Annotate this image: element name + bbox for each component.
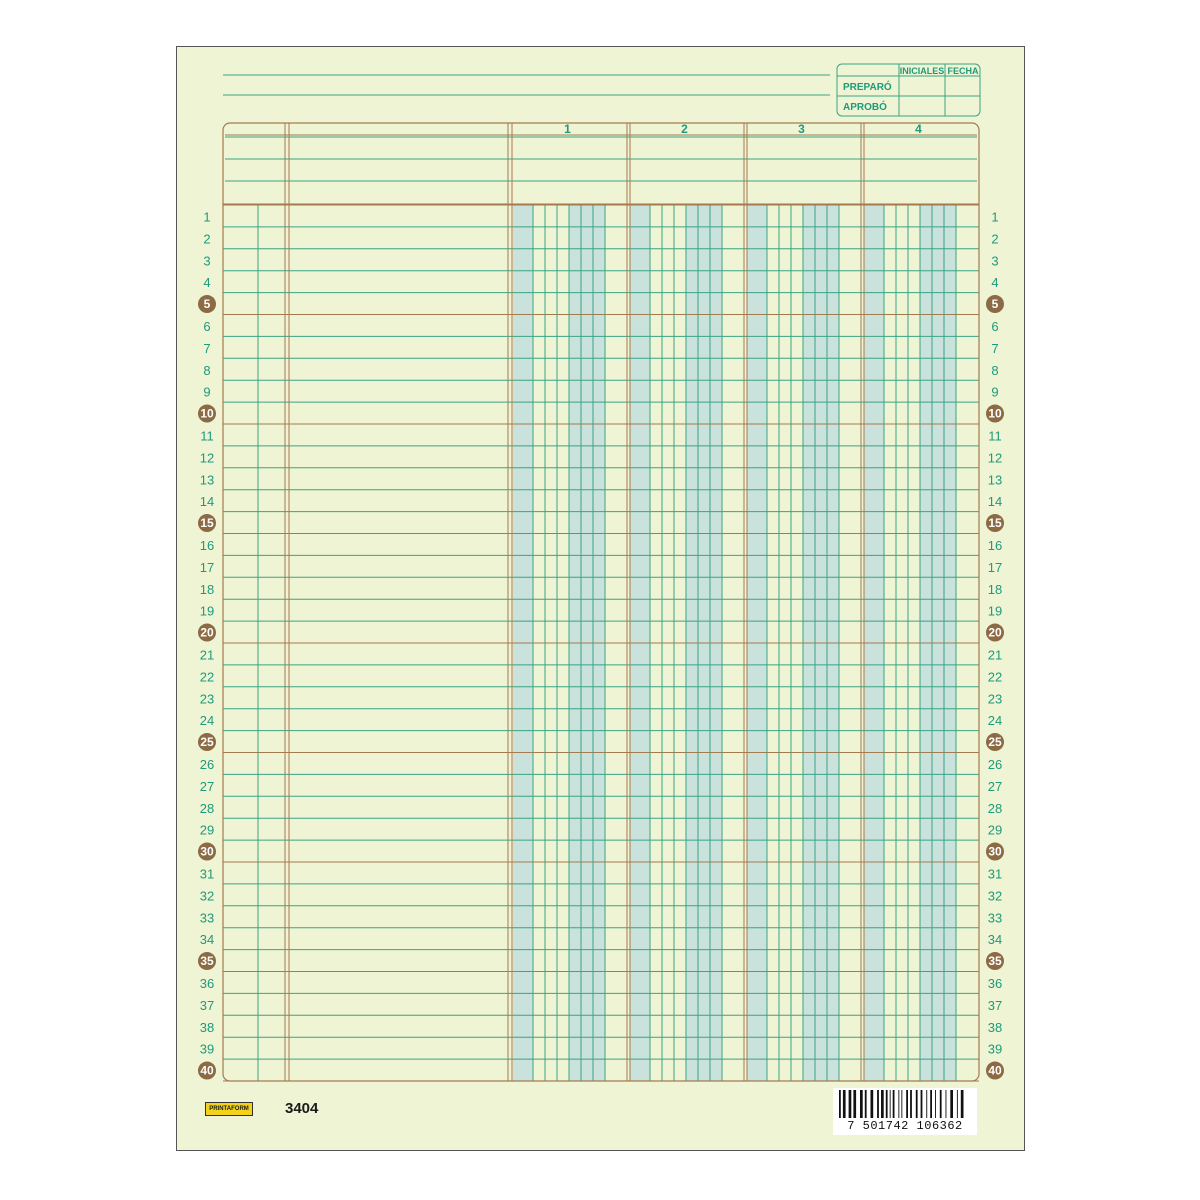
date-label: FECHA [947,66,979,76]
row-number: 33 [987,910,1003,926]
row-number: 2 [991,231,999,247]
row-number: 7 [991,340,999,356]
row-number: 18 [199,581,215,597]
barcode-bar [849,1090,852,1118]
barcode-bar [893,1090,895,1118]
row-number: 9 [991,384,999,400]
barcode-bar [898,1090,899,1118]
row-number: 40 [200,1063,214,1078]
column-number: 3 [798,122,805,136]
row-number: 28 [199,800,215,816]
row-number: 22 [199,669,215,685]
row-number: 30 [200,844,214,859]
row-number: 26 [987,756,1003,772]
barcode-bar [961,1090,964,1118]
row-number: 16 [987,537,1003,553]
form-code: 3404 [285,1100,319,1117]
row-number: 22 [987,669,1003,685]
row-number: 32 [199,888,215,904]
row-number: 34 [199,932,215,948]
row-number: 36 [987,975,1003,991]
row-number: 12 [199,450,215,466]
ledger-sheet [176,46,1025,1151]
barcode-bar [926,1090,927,1118]
row-number: 16 [199,537,215,553]
barcode-bar [935,1090,936,1118]
row-number: 3 [203,253,211,269]
row-number: 6 [203,318,211,334]
row-number: 23 [199,691,215,707]
row-number: 37 [987,997,1003,1013]
row-number: 14 [987,494,1003,510]
barcode-bar [877,1090,879,1118]
row-number: 19 [987,603,1003,619]
barcode-bar [853,1090,856,1118]
prepared-label: PREPARÓ [843,82,892,93]
approved-label: APROBÓ [843,102,887,113]
row-number: 23 [987,691,1003,707]
barcode-bar [901,1090,902,1118]
row-number: 24 [199,713,215,729]
row-number: 31 [987,866,1003,882]
row-number: 17 [199,559,215,575]
barcode-bar [871,1090,874,1118]
row-number: 1 [203,209,211,225]
row-number: 27 [987,778,1003,794]
column-number: 4 [915,122,922,136]
column-number: 1 [564,122,571,136]
barcode-bar [860,1090,863,1118]
row-number: 21 [987,647,1003,663]
row-number: 6 [991,318,999,334]
row-number: 20 [988,625,1002,640]
barcode [833,1088,977,1135]
row-number: 29 [199,822,215,838]
row-number: 29 [987,822,1003,838]
row-number: 38 [987,1019,1003,1035]
row-number: 25 [988,735,1002,750]
row-number: 13 [987,472,1003,488]
row-number: 3 [991,253,999,269]
barcode-bar [950,1090,953,1118]
barcode-bars [833,1088,977,1119]
barcode-digits: 7 501742 106362 [847,1119,963,1133]
barcode-bar [843,1090,846,1118]
ledger-grid [177,47,1025,1151]
row-number: 10 [988,406,1002,421]
row-number: 4 [991,275,999,291]
row-number: 32 [987,888,1003,904]
barcode-bar [910,1090,912,1118]
row-number: 21 [199,647,215,663]
row-number: 12 [987,450,1003,466]
barcode-bar [930,1090,932,1118]
barcode-bar [865,1090,867,1118]
row-number: 24 [987,713,1003,729]
row-number: 5 [991,297,999,312]
row-number: 9 [203,384,211,400]
row-number: 38 [199,1019,215,1035]
row-number: 28 [987,800,1003,816]
row-number: 34 [987,932,1003,948]
row-number: 8 [991,362,999,378]
row-number: 20 [200,625,214,640]
row-number: 13 [199,472,215,488]
row-number: 8 [203,362,211,378]
row-number: 19 [199,603,215,619]
initials-label: INICIALES [899,66,945,76]
row-number: 35 [988,954,1002,969]
row-number: 39 [987,1041,1003,1057]
row-number: 15 [200,516,214,531]
row-number: 15 [988,516,1002,531]
row-number: 14 [199,494,215,510]
row-number: 10 [200,406,214,421]
barcode-bar [921,1090,923,1118]
row-number: 26 [199,756,215,772]
barcode-bar [957,1090,958,1118]
row-number: 33 [199,910,215,926]
row-number: 4 [203,275,211,291]
row-number: 11 [200,428,214,444]
row-number: 40 [988,1063,1002,1078]
row-number: 2 [203,231,211,247]
barcode-bar [890,1090,891,1118]
row-number: 11 [988,428,1002,444]
barcode-bar [940,1090,942,1118]
row-number: 31 [199,866,215,882]
row-number: 35 [200,954,214,969]
brand-logo: PRINTAFORM [205,1102,253,1116]
row-number: 30 [988,844,1002,859]
row-number: 17 [987,559,1003,575]
row-number: 7 [203,340,211,356]
column-number: 2 [681,122,688,136]
barcode-bar [946,1090,947,1118]
barcode-bar [839,1090,841,1118]
row-number: 36 [199,975,215,991]
row-number: 18 [987,581,1003,597]
barcode-bar [881,1090,884,1118]
row-number: 5 [203,297,211,312]
row-number: 37 [199,997,215,1013]
barcode-bar [886,1090,888,1118]
row-number: 1 [991,209,999,225]
barcode-bar [906,1090,908,1118]
row-number: 27 [199,778,215,794]
row-number: 25 [200,735,214,750]
row-number: 39 [199,1041,215,1057]
barcode-bar [916,1090,918,1118]
